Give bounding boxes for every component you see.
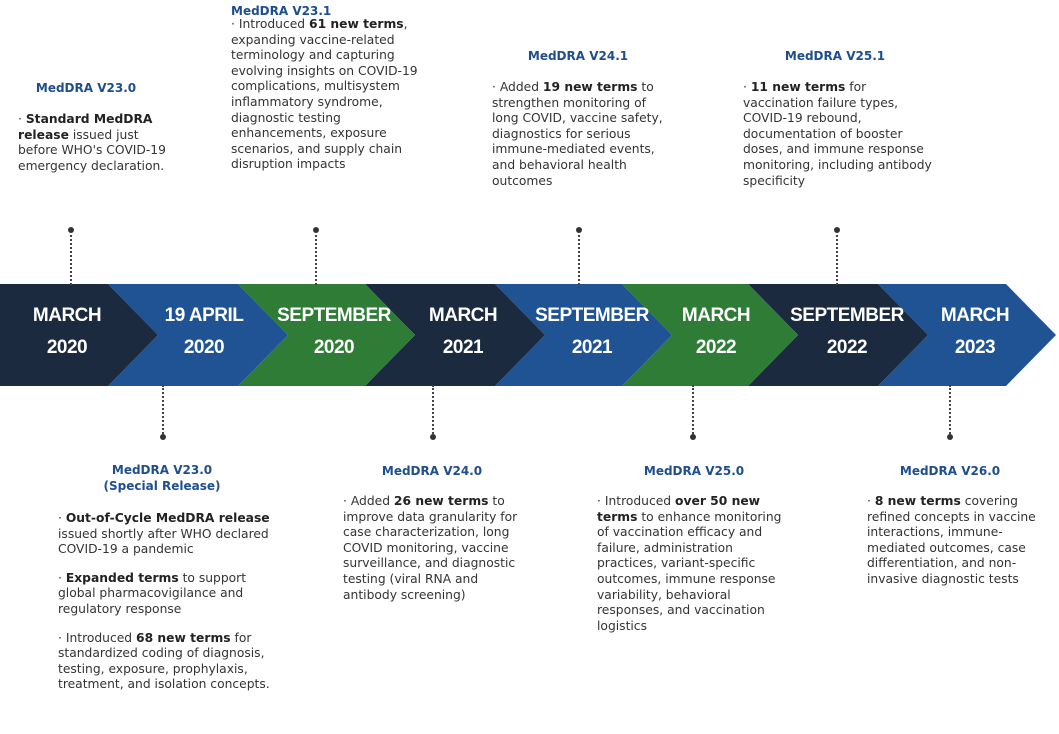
v26-0-title: MedDRA V26.0 xyxy=(899,464,1001,478)
v26-0-description: · 8 new terms covering refined concepts in vaccine interactions, immune-mediated outcomes, case differentiation, and non-invasive diagnostic tests xyxy=(867,494,1036,586)
v24-0-description: · Added 26 new terms to improve data granularity for case characterization, long COVID monitoring, vaccine surveillance, and diagnostic testing (viral RNA and antibody screening) xyxy=(343,494,518,602)
v23-0-special-title: MedDRA V23.0 (Special Release) xyxy=(103,463,221,493)
v24-1-description: · Added 19 new terms to strengthen monitoring of long COVID, vaccine safety, diagnostics for serious immune-mediated events, and behavioral health outcomes xyxy=(492,80,663,188)
connector-dot xyxy=(430,434,436,440)
v25-0-title: MedDRA V25.0 xyxy=(643,464,745,478)
v25-0-description: · Introduced over 50 new terms to enhance monitoring of vaccination efficacy and failure, administration practices, variant-specific outcomes, immune response variability, behavioral responses, and vaccination logistics xyxy=(597,494,782,633)
milestone-april-2020-label: 19 APRIL 2020 xyxy=(164,305,244,358)
milestone-september-2021-label: SEPTEMBER 2021 xyxy=(535,305,649,358)
connector-v23-0 xyxy=(70,230,72,285)
connector-v26-0 xyxy=(949,385,951,437)
v25-1-description: · 11 new terms for vaccination failure types, COVID-19 rebound, documentation of booster doses, and immune response monitoring, including antibody specificity xyxy=(743,80,932,188)
v23-0-description: · Standard MedDRA release issued just before WHO's COVID-19 emergency declaration. xyxy=(18,112,166,173)
v24-0-title: MedDRA V24.0 xyxy=(381,464,483,478)
connector-v23-1 xyxy=(315,230,317,285)
connector-dot xyxy=(160,434,166,440)
v24-1-title: MedDRA V24.1 xyxy=(527,49,629,63)
milestone-march-2021-label: MARCH 2021 xyxy=(428,305,498,358)
connector-v25-1 xyxy=(836,230,838,285)
connector-dot xyxy=(690,434,696,440)
connector-v24-1 xyxy=(578,230,580,285)
v25-1-title: MedDRA V25.1 xyxy=(784,49,886,63)
connector-dot xyxy=(313,227,319,233)
connector-v24-0 xyxy=(432,385,434,437)
connector-dot xyxy=(576,227,582,233)
v23-1-description: · Introduced 61 new terms, expanding vaccine-related terminology and capturing evolving insights on COVID-19 complications, multisystem inflammatory syndrome, diagnostic testing enhancements, exposure scenarios, and supply chain disruption impacts xyxy=(231,17,418,172)
milestone-march-2022-label: MARCH 2022 xyxy=(681,305,751,358)
v23-0-title: MedDRA V23.0 xyxy=(35,81,137,95)
connector-dot xyxy=(947,434,953,440)
connector-dot xyxy=(68,227,74,233)
connector-dot xyxy=(834,227,840,233)
connector-v23-0-special xyxy=(162,385,164,437)
v23-0-special-description: · Out-of-Cycle MedDRA release issued shortly after WHO declared COVID-19 a pandemic · Expanded terms to support global pharmacovigilance and regulatory response · Introduced 68 new terms for standardized coding of diagnosis, testing, exposure, prophylaxis, treatment, and isolation concepts. xyxy=(58,511,270,692)
milestone-march-2020-label: MARCH 2020 xyxy=(32,305,102,358)
v23-1-title: MedDRA V23.1 xyxy=(231,4,332,18)
milestone-september-2020-label: SEPTEMBER 2020 xyxy=(277,305,391,358)
connector-v25-0 xyxy=(692,385,694,437)
milestone-march-2023-label: MARCH 2023 xyxy=(940,305,1010,358)
milestone-september-2022-label: SEPTEMBER 2022 xyxy=(790,305,904,358)
